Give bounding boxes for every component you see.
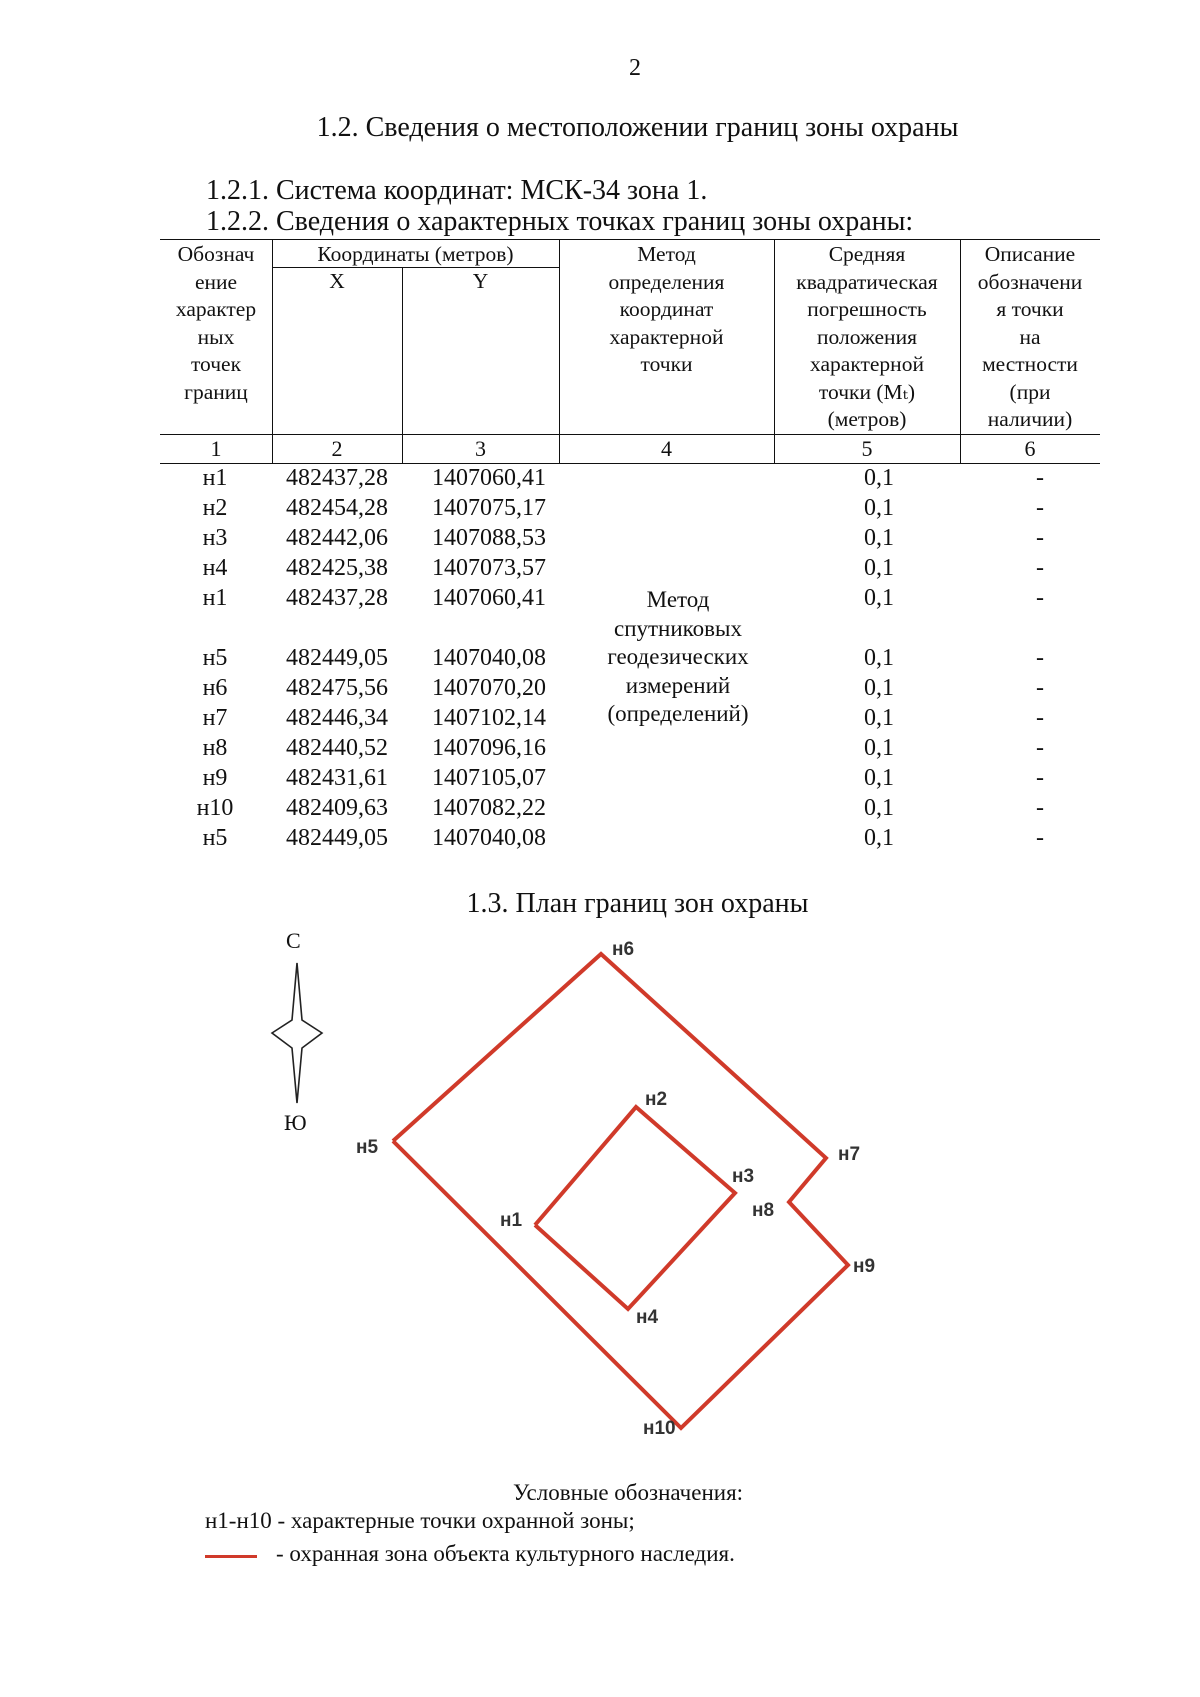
point-name: н1	[202, 465, 228, 491]
point-y: 1407060,41	[432, 465, 546, 491]
point-x: 482425,38	[286, 555, 388, 581]
point-x: 482442,06	[286, 525, 388, 551]
point-label-n9: н9	[853, 1256, 876, 1277]
point-name: н6	[202, 675, 228, 701]
header-text: определения	[608, 269, 725, 294]
point-y: 1407040,08	[432, 645, 546, 671]
column-number: 5	[861, 436, 873, 461]
legend-zone-entry: - охранная зона объекта культурного наследия.	[276, 1541, 735, 1566]
point-description: -	[1036, 555, 1044, 581]
compass-rose-icon	[272, 963, 322, 1103]
point-accuracy: 0,1	[864, 525, 894, 551]
point-label-n5: н5	[356, 1137, 379, 1158]
outer-zone-boundary	[393, 954, 848, 1428]
point-x: 482446,34	[286, 705, 388, 731]
method-text: измерений	[625, 672, 731, 698]
point-description: -	[1036, 825, 1044, 851]
point-label-n10: н10	[643, 1418, 676, 1439]
point-y: 1407075,17	[432, 495, 546, 521]
point-y: 1407040,08	[432, 825, 546, 851]
point-name: н7	[202, 705, 228, 731]
legend-points-entry: н1-н10 - характерные точки охранной зоны;	[205, 1508, 635, 1533]
header-text: точки (Mₜ)	[818, 379, 916, 404]
compass-north-label: С	[286, 928, 301, 953]
header-text: обозначени	[977, 269, 1083, 294]
point-accuracy: 0,1	[864, 765, 894, 791]
point-name: н4	[202, 555, 228, 581]
column-number: 4	[661, 436, 672, 461]
header-text: погрешность	[807, 297, 927, 321]
point-label-n7: н7	[838, 1144, 861, 1165]
point-x: 482454,28	[286, 495, 388, 521]
header-text: характерной	[810, 352, 924, 376]
method-text: Метод	[646, 587, 710, 612]
point-description: -	[1036, 495, 1044, 521]
point-accuracy: 0,1	[864, 645, 894, 671]
header-coordinates: Координаты (метров)	[317, 242, 514, 266]
point-description: -	[1036, 765, 1044, 791]
header-text: точки	[640, 352, 693, 376]
point-y: 1407060,41	[432, 585, 546, 611]
point-accuracy: 0,1	[864, 465, 894, 491]
point-label-n1: н1	[500, 1210, 523, 1231]
plan-title: 1.3. План границ зон охраны	[466, 888, 809, 919]
point-x: 482449,05	[286, 645, 388, 671]
point-y: 1407096,16	[432, 735, 546, 761]
inner-zone-boundary	[535, 1107, 735, 1309]
legend-line-swatch	[205, 1555, 257, 1558]
header-y: Y	[472, 269, 489, 293]
header-text: Метод	[637, 242, 696, 266]
header-text: я точки	[996, 297, 1064, 321]
point-x: 482409,63	[286, 795, 388, 821]
header-text: Средняя	[828, 242, 906, 266]
section-title: 1.2. Сведения о местоположении границ зоны охраны	[316, 112, 959, 143]
header-text: квадратическая	[796, 269, 938, 294]
point-x: 482475,56	[286, 675, 388, 701]
point-name: н8	[202, 735, 228, 761]
point-x: 482437,28	[286, 585, 388, 611]
column-number: 3	[475, 436, 486, 461]
point-accuracy: 0,1	[864, 735, 894, 761]
header-text: на	[1019, 324, 1041, 349]
point-name: н2	[202, 495, 228, 521]
header-text: местности	[982, 352, 1078, 376]
point-accuracy: 0,1	[864, 705, 894, 731]
coordinate-system-line: 1.2.1. Система координат: МСК-34 зона 1.	[206, 175, 708, 206]
header-text: границ	[184, 379, 248, 404]
header-text: (метров)	[827, 407, 907, 431]
point-name: н5	[202, 825, 228, 851]
point-name: н3	[202, 525, 228, 551]
header-text: координат	[619, 297, 714, 321]
header-text: Описание	[984, 242, 1076, 266]
method-text: спутниковых	[613, 615, 742, 641]
points-title-line: 1.2.2. Сведения о характерных точках границ зоны охраны:	[206, 206, 914, 237]
point-accuracy: 0,1	[864, 825, 894, 851]
point-label-n6: н6	[612, 939, 635, 960]
point-description: -	[1036, 465, 1044, 491]
header-x: X	[329, 269, 345, 293]
header-text: наличии)	[987, 407, 1073, 431]
point-accuracy: 0,1	[864, 555, 894, 581]
page-number: 2	[629, 55, 641, 81]
point-accuracy: 0,1	[864, 795, 894, 821]
header-text: характерной	[609, 324, 724, 349]
compass-south-label: Ю	[284, 1110, 307, 1135]
point-description: -	[1036, 735, 1044, 761]
point-y: 1407073,57	[432, 555, 546, 581]
header-text: (при	[1009, 379, 1051, 404]
point-description: -	[1036, 585, 1044, 611]
point-x: 482449,05	[286, 825, 388, 851]
point-x: 482431,61	[286, 765, 388, 791]
header-text: положения	[817, 324, 917, 349]
point-description: -	[1036, 705, 1044, 731]
header-text: характер	[175, 297, 257, 321]
point-label-n3: н3	[732, 1166, 755, 1187]
method-text: геодезических	[607, 644, 749, 669]
point-y: 1407070,20	[432, 675, 546, 701]
point-name: н9	[202, 765, 228, 791]
point-description: -	[1036, 795, 1044, 821]
point-x: 482440,52	[286, 735, 388, 761]
point-description: -	[1036, 645, 1044, 671]
point-accuracy: 0,1	[864, 675, 894, 701]
point-y: 1407088,53	[432, 525, 546, 551]
column-number: 6	[1024, 436, 1036, 461]
column-number: 1	[210, 436, 222, 461]
point-name: н1	[202, 585, 228, 611]
header-text: Обознач	[177, 242, 255, 266]
point-x: 482437,28	[286, 465, 388, 491]
point-label-n2: н2	[645, 1089, 668, 1110]
point-y: 1407102,14	[432, 705, 546, 731]
legend-title: Условные обозначения:	[513, 1480, 744, 1505]
header-text: точек	[190, 352, 242, 376]
point-label-n4: н4	[636, 1307, 659, 1328]
point-accuracy: 0,1	[864, 495, 894, 521]
column-number: 2	[331, 436, 343, 461]
point-description: -	[1036, 675, 1044, 701]
point-label-n8: н8	[752, 1200, 775, 1221]
header-text: ение	[194, 269, 238, 294]
header-text: ных	[197, 324, 235, 349]
point-y: 1407105,07	[432, 765, 546, 791]
point-name: н5	[202, 645, 228, 671]
method-text: (определений)	[607, 701, 749, 726]
point-accuracy: 0,1	[864, 585, 894, 611]
point-description: -	[1036, 525, 1044, 551]
point-name: н10	[196, 795, 234, 821]
point-y: 1407082,22	[432, 795, 546, 821]
